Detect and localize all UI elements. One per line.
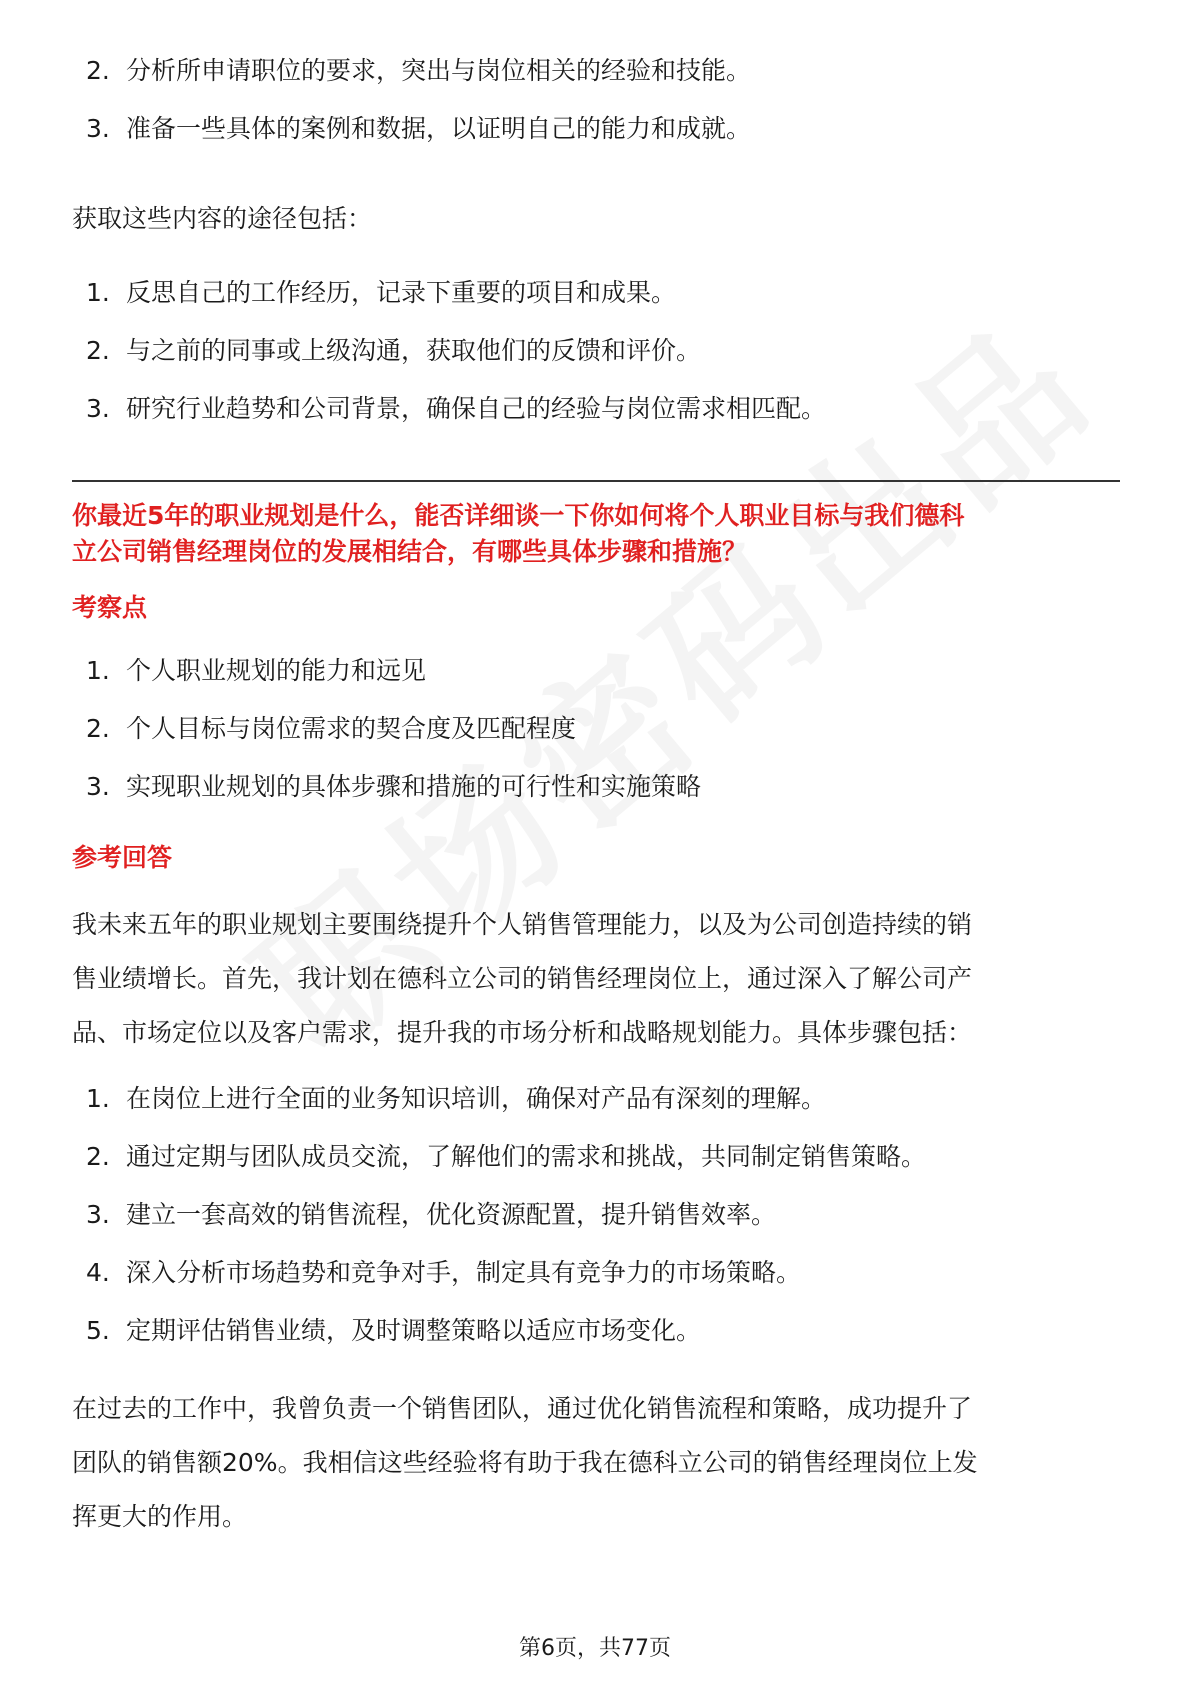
list-item: 2. 通过定期与团队成员交流，了解他们的需求和挑战，共同制定销售策略。 (86, 1142, 927, 1171)
ways-intro: 获取这些内容的途径包括： (72, 204, 373, 233)
page-footer: 第6页，共77页 (519, 1636, 671, 1661)
list-item: 3. 准备一些具体的案例和数据，以证明自己的能力和成就。 (86, 114, 752, 143)
list-item: 1. 在岗位上进行全面的业务知识培训，确保对产品有深刻的理解。 (86, 1084, 827, 1113)
list-item: 3. 建立一套高效的销售流程，优化资源配置，提升销售效率。 (86, 1200, 777, 1229)
answer-title: 参考回答 (72, 843, 173, 872)
interview-question: 你最近5年的职业规划是什么，能否详细谈一下你如何将个人职业目标与我们德科 立公司销售经理岗位的发展相结合，有哪些具体步骤和措施？ (72, 501, 965, 566)
requirements-list (72, 54, 1120, 146)
list-item: 3. 研究行业趋势和公司背景，确保自己的经验与岗位需求相匹配。 (86, 394, 827, 423)
answer-paragraph: 我未来五年的职业规划主要围绕提升个人销售管理能力，以及为公司创造持续的销 售业绩增长。首先，我计划在德科立公司的销售经理岗位上，通过深入了解公司产 品、市场定位以及客户需求，提升我的市场分析和战略规划能力。具体步骤包括： (72, 910, 973, 1047)
list-item: 5. 定期评估销售业绩，及时调整策略以适应市场变化。 (86, 1316, 702, 1345)
list-item: 1. 个人职业规划的能力和远见 (86, 656, 427, 685)
assess-title: 考察点 (72, 593, 148, 622)
list-item: 2. 分析所申请职位的要求，突出与岗位相关的经验和技能。 (86, 56, 752, 85)
list-item: 4. 深入分析市场趋势和竞争对手，制定具有竞争力的市场策略。 (86, 1258, 802, 1287)
list-item: 2. 与之前的同事或上级沟通，获取他们的反馈和评价。 (86, 336, 702, 365)
ways-list (72, 276, 1120, 426)
list-item: 2. 个人目标与岗位需求的契合度及匹配程度 (86, 714, 577, 743)
steps-list (72, 1082, 1120, 1348)
list-item: 3. 实现职业规划的具体步骤和措施的可行性和实施策略 (86, 772, 702, 801)
page-content (72, 50, 1120, 1544)
experience-paragraph: 在过去的工作中，我曾负责一个销售团队，通过优化销售流程和策略，成功提升了 团队的销售额20%。我相信这些经验将有助于我在德科立公司的销售经理岗位上发 挥更大的作用。 (72, 1394, 978, 1531)
list-item: 1. 反思自己的工作经历，记录下重要的项目和成果。 (86, 278, 677, 307)
assess-list (72, 654, 1120, 804)
